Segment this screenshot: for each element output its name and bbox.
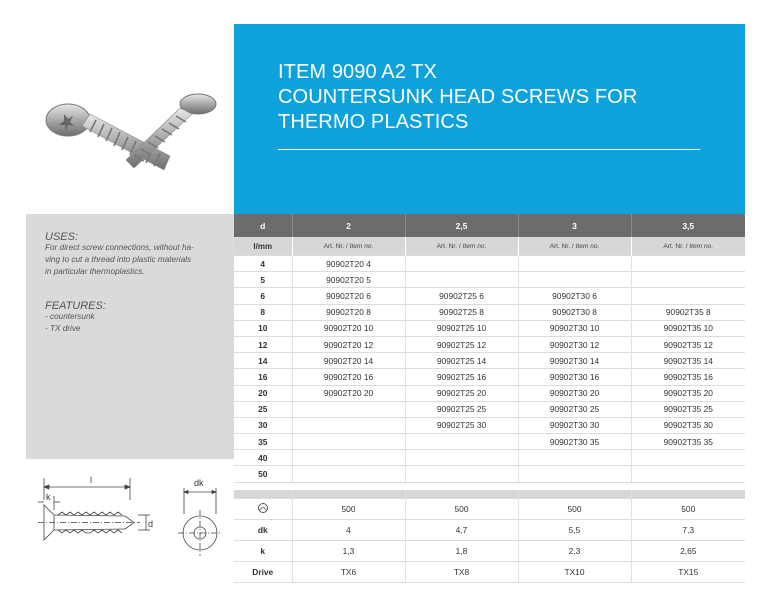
size-header: 2,5 — [405, 214, 518, 237]
article-cell: 90902T20 16 — [292, 369, 405, 385]
article-cell: 90902T30 16 — [518, 369, 631, 385]
length-cell: 4 — [234, 256, 292, 272]
article-cell — [292, 417, 405, 433]
article-cell — [631, 256, 745, 272]
spec-table — [234, 490, 745, 583]
table-row — [234, 288, 745, 304]
length-cell: 35 — [234, 434, 292, 450]
dk-value: 4,7 — [405, 520, 518, 541]
article-cell: 90902T35 30 — [631, 417, 745, 433]
article-cell: 90902T25 12 — [405, 336, 518, 352]
drive-row-label: Drive — [234, 562, 292, 583]
article-cell — [405, 272, 518, 288]
artnr-header — [405, 237, 518, 256]
dk-row-label: dk — [234, 520, 292, 541]
article-cell: 90902T30 8 — [518, 304, 631, 320]
size-header: 3,5 — [631, 214, 745, 237]
article-cell — [631, 466, 745, 482]
length-cell: 10 — [234, 320, 292, 336]
article-cell: 90902T25 10 — [405, 320, 518, 336]
uses-heading: USES: — [45, 231, 79, 243]
table-row — [234, 401, 745, 417]
drive-row — [234, 562, 745, 583]
k-row — [234, 541, 745, 562]
d-header: d — [234, 214, 292, 237]
table-row — [234, 320, 745, 336]
article-cell: 90902T20 5 — [292, 272, 405, 288]
length-cell: 12 — [234, 336, 292, 352]
k-value: 2,65 — [631, 541, 745, 562]
article-cell: 90902T20 20 — [292, 385, 405, 401]
uses-text — [45, 242, 225, 278]
k-row-label: k — [234, 541, 292, 562]
k-value: 1,3 — [292, 541, 405, 562]
itemno-label: Item no. — [462, 242, 487, 250]
artnr-header-row — [234, 237, 745, 256]
k-value: 1,8 — [405, 541, 518, 562]
article-cell: 90902T35 20 — [631, 385, 745, 401]
spec-header-bar — [234, 490, 745, 499]
artnr-header — [518, 237, 631, 256]
article-cell — [631, 272, 745, 288]
pack-value: 500 — [518, 499, 631, 520]
article-cell: 90902T25 30 — [405, 417, 518, 433]
article-cell — [405, 466, 518, 482]
title-header — [234, 24, 745, 214]
drive-value: TX8 — [405, 562, 518, 583]
article-cell — [292, 466, 405, 482]
table-row — [234, 466, 745, 482]
dk-value: 4 — [292, 520, 405, 541]
length-cell: 8 — [234, 304, 292, 320]
info-panel — [26, 214, 234, 459]
package-icon-glyph — [257, 502, 269, 514]
article-cell — [405, 450, 518, 466]
artnr-label: Art. Nr. / — [323, 242, 348, 250]
features-heading: FEATURES: — [45, 300, 106, 312]
article-cell — [292, 401, 405, 417]
artnr-label: Art. Nr. / — [549, 242, 574, 250]
article-cell: 90902T20 12 — [292, 336, 405, 352]
length-cell: 25 — [234, 401, 292, 417]
d-label: d — [148, 519, 154, 529]
title-line-2: COUNTERSUNK HEAD SCREWS FOR — [278, 86, 638, 108]
length-cell: 50 — [234, 466, 292, 482]
dk-label: dk — [194, 478, 204, 488]
title-line-3: THERMO PLASTICS — [278, 111, 469, 133]
table-row — [234, 434, 745, 450]
length-header: l/mm — [234, 237, 292, 256]
article-table — [234, 214, 745, 483]
table-row — [234, 336, 745, 352]
article-cell: 90902T30 10 — [518, 320, 631, 336]
article-cell: 90902T30 20 — [518, 385, 631, 401]
article-cell — [518, 256, 631, 272]
table-row — [234, 450, 745, 466]
pack-value: 500 — [631, 499, 745, 520]
feature-item: - TX drive — [45, 324, 81, 333]
artnr-label: Art. Nr. / — [436, 242, 461, 250]
article-cell: 90902T25 20 — [405, 385, 518, 401]
size-header: 3 — [518, 214, 631, 237]
pack-value: 500 — [292, 499, 405, 520]
itemno-label: Item no. — [349, 242, 374, 250]
table-row — [234, 385, 745, 401]
artnr-label: Art. Nr. / — [663, 242, 688, 250]
article-cell — [405, 434, 518, 450]
length-cell: 20 — [234, 385, 292, 401]
table-row — [234, 417, 745, 433]
screw-top-drawing — [170, 470, 230, 570]
dk-row — [234, 520, 745, 541]
article-cell: 90902T20 4 — [292, 256, 405, 272]
article-cell: 90902T30 6 — [518, 288, 631, 304]
article-cell: 90902T20 14 — [292, 353, 405, 369]
uses-line: ving to cut a thread into plastic materials — [45, 255, 192, 264]
length-cell: 16 — [234, 369, 292, 385]
product-title — [278, 60, 718, 135]
itemno-label: Item no. — [575, 242, 600, 250]
article-cell — [518, 466, 631, 482]
drive-value: TX6 — [292, 562, 405, 583]
article-cell: 90902T35 8 — [631, 304, 745, 320]
itemno-label: Item no. — [689, 242, 714, 250]
article-cell: 90902T35 25 — [631, 401, 745, 417]
uses-line: For direct screw connections, without ha- — [45, 243, 194, 252]
pack-row — [234, 499, 745, 520]
l-label: l — [90, 475, 92, 485]
article-cell — [292, 450, 405, 466]
article-cell: 90902T20 6 — [292, 288, 405, 304]
article-cell: 90902T35 12 — [631, 336, 745, 352]
product-photo — [30, 60, 230, 190]
article-cell: 90902T30 30 — [518, 417, 631, 433]
article-cell — [631, 288, 745, 304]
screw-photo-2 — [126, 94, 216, 168]
feature-item: - countersunk — [45, 312, 95, 321]
title-line-1: ITEM 9090 A2 TX — [278, 61, 437, 83]
article-cell: 90902T25 16 — [405, 369, 518, 385]
table-row — [234, 256, 745, 272]
length-cell: 5 — [234, 272, 292, 288]
article-cell: 90902T35 16 — [631, 369, 745, 385]
k-value: 2,3 — [518, 541, 631, 562]
screw-side-drawing — [30, 470, 160, 570]
dk-value: 5,5 — [518, 520, 631, 541]
article-cell: 90902T35 14 — [631, 353, 745, 369]
dk-value: 7,3 — [631, 520, 745, 541]
title-underline — [278, 149, 700, 150]
article-cell: 90902T30 12 — [518, 336, 631, 352]
table-row — [234, 304, 745, 320]
artnr-header — [631, 237, 745, 256]
article-cell: 90902T35 35 — [631, 434, 745, 450]
article-cell: 90902T25 6 — [405, 288, 518, 304]
pack-value: 500 — [405, 499, 518, 520]
artnr-header — [292, 237, 405, 256]
length-cell: 30 — [234, 417, 292, 433]
diameter-header-row — [234, 214, 745, 237]
article-cell: 90902T30 35 — [518, 434, 631, 450]
table-row — [234, 353, 745, 369]
article-cell: 90902T35 10 — [631, 320, 745, 336]
article-cell: 90902T25 25 — [405, 401, 518, 417]
article-cell — [405, 256, 518, 272]
drive-value: TX10 — [518, 562, 631, 583]
package-icon — [234, 499, 292, 520]
article-cell — [518, 272, 631, 288]
article-cell: 90902T30 14 — [518, 353, 631, 369]
article-cell — [631, 450, 745, 466]
uses-line: in particular thermoplastics. — [45, 267, 145, 276]
table-row — [234, 272, 745, 288]
article-cell: 90902T25 8 — [405, 304, 518, 320]
article-cell: 90902T20 10 — [292, 320, 405, 336]
length-cell: 6 — [234, 288, 292, 304]
article-cell — [292, 434, 405, 450]
article-cell: 90902T20 8 — [292, 304, 405, 320]
article-cell — [518, 450, 631, 466]
k-label: k — [46, 492, 51, 502]
article-cell: 90902T30 25 — [518, 401, 631, 417]
article-cell: 90902T25 14 — [405, 353, 518, 369]
drive-value: TX15 — [631, 562, 745, 583]
length-cell: 40 — [234, 450, 292, 466]
features-list — [45, 311, 225, 335]
table-row — [234, 369, 745, 385]
size-header: 2 — [292, 214, 405, 237]
length-cell: 14 — [234, 353, 292, 369]
